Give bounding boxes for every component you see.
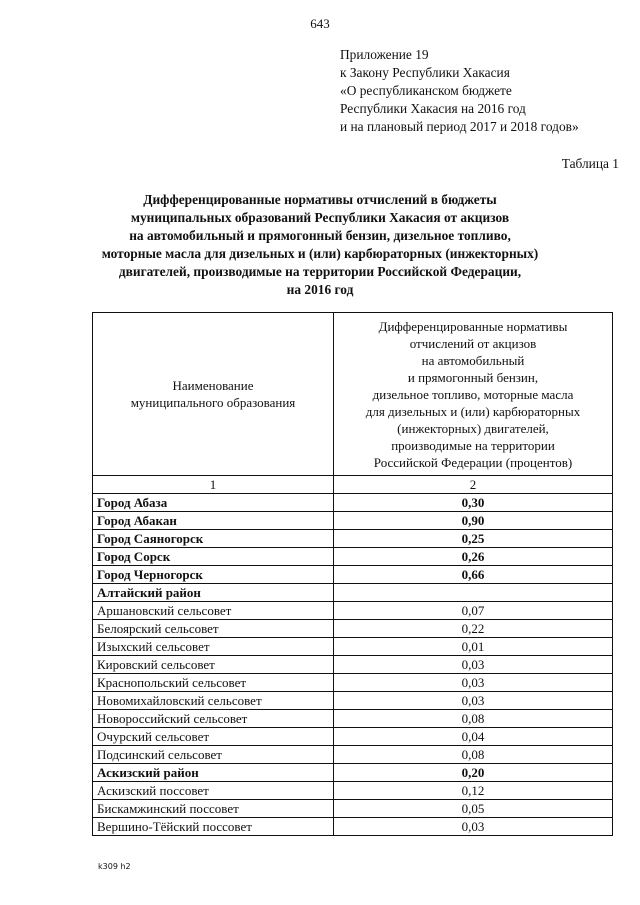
norm-value: 0,12 — [334, 782, 613, 800]
header-line: Дифференцированные нормативы — [378, 318, 568, 334]
municipality-name: Белоярский сельсовет — [93, 620, 334, 638]
norm-value: 0,08 — [334, 746, 613, 764]
norm-value: 0,03 — [334, 674, 613, 692]
municipality-name: Город Сорск — [93, 548, 334, 566]
municipality-name: Алтайский район — [93, 584, 334, 602]
norm-value: 0,22 — [334, 620, 613, 638]
table-row — [93, 800, 613, 818]
column-index: 1 — [93, 476, 334, 494]
norm-value: 0,04 — [334, 728, 613, 746]
municipality-name: Подсинский сельсовет — [93, 746, 334, 764]
municipality-name: Очурский сельсовет — [93, 728, 334, 746]
municipality-name: Аршановский сельсовет — [93, 602, 334, 620]
municipality-name: Изыхский сельсовет — [93, 638, 334, 656]
table-row — [93, 548, 613, 566]
municipality-name: Аскизский поссовет — [93, 782, 334, 800]
table-label: Таблица 1 — [561, 156, 619, 171]
municipality-name: Бискамжинский поссовет — [93, 800, 334, 818]
norm-value: 0,03 — [334, 692, 613, 710]
norm-value: 0,07 — [334, 602, 613, 620]
table-row — [93, 620, 613, 638]
header-line: (инжекторных) двигателей, — [397, 420, 549, 436]
norm-value: 0,66 — [334, 566, 613, 584]
table-row — [93, 764, 613, 782]
table-row — [93, 710, 613, 728]
table-row — [93, 692, 613, 710]
appendix-line: к Закону Республики Хакасия — [340, 65, 510, 80]
table-row — [93, 494, 613, 512]
table-row — [93, 656, 613, 674]
appendix-line: «О республиканском бюджете — [340, 83, 512, 98]
column-index: 2 — [334, 476, 613, 494]
header-norms — [334, 313, 613, 476]
header-line: дизельное топливо, моторные масла — [372, 386, 574, 402]
table-row — [93, 818, 613, 836]
municipality-name: Аскизский район — [93, 764, 334, 782]
municipality-name: Новороссийский сельсовет — [93, 710, 334, 728]
title-line: муниципальных образований Республики Хакасия от акцизов — [130, 210, 510, 225]
norm-value: 0,26 — [334, 548, 613, 566]
norm-value: 0,03 — [334, 818, 613, 836]
norm-value — [334, 584, 613, 602]
table-body — [93, 494, 613, 836]
appendix-line: Республики Хакасия на 2016 год — [340, 101, 526, 116]
document-title — [60, 191, 580, 299]
header-line: на автомобильный — [421, 352, 525, 368]
table-row — [93, 782, 613, 800]
norm-value: 0,05 — [334, 800, 613, 818]
title-line: моторные масла для дизельных и (или) карбюраторных (инжекторных) — [101, 246, 539, 261]
municipality-name: Город Саяногорск — [93, 530, 334, 548]
title-line: на автомобильный и прямогонный бензин, дизельное топливо, — [129, 228, 511, 243]
header-line: и прямогонный бензин, — [407, 369, 539, 385]
header-line: Наименование — [172, 378, 254, 393]
municipality-name: Город Черногорск — [93, 566, 334, 584]
appendix-line: Приложение 19 — [340, 47, 429, 62]
municipality-name: Город Абаза — [93, 494, 334, 512]
norm-value: 0,90 — [334, 512, 613, 530]
header-line: муниципального образования — [130, 395, 296, 410]
table-row — [93, 530, 613, 548]
norm-value: 0,03 — [334, 656, 613, 674]
header-line: Российской Федерации (процентов) — [373, 454, 573, 470]
table-row — [93, 638, 613, 656]
table-row — [93, 584, 613, 602]
norm-value: 0,08 — [334, 710, 613, 728]
footer-code: k309 h2 — [98, 862, 131, 871]
header-municipality — [93, 313, 334, 476]
table-row — [93, 602, 613, 620]
municipality-name: Город Абакан — [93, 512, 334, 530]
norm-value: 0,30 — [334, 494, 613, 512]
header-line: отчислений от акцизов — [409, 335, 537, 351]
title-line: двигателей, производимые на территории Российской Федерации, — [118, 264, 522, 279]
appendix-line: и на плановый период 2017 и 2018 годов» — [340, 119, 579, 134]
municipality-name: Вершино-Тёйский поссовет — [93, 818, 334, 836]
header-line: для дизельных и (или) карбюраторных — [365, 403, 581, 419]
norms-table — [92, 312, 613, 836]
norm-value: 0,25 — [334, 530, 613, 548]
table-row — [93, 728, 613, 746]
table-row — [93, 566, 613, 584]
appendix-block — [340, 46, 579, 136]
header-line: производимые на территории — [391, 437, 555, 453]
norm-value: 0,01 — [334, 638, 613, 656]
table-row — [93, 674, 613, 692]
table-row — [93, 512, 613, 530]
norm-value: 0,20 — [334, 764, 613, 782]
municipality-name: Краснопольский сельсовет — [93, 674, 334, 692]
table-row — [93, 746, 613, 764]
title-line: Дифференцированные нормативы отчислений в бюджеты — [143, 192, 497, 207]
municipality-name: Новомихайловский сельсовет — [93, 692, 334, 710]
title-line: на 2016 год — [286, 282, 354, 297]
municipality-name: Кировский сельсовет — [93, 656, 334, 674]
page-number: 643 — [310, 16, 330, 31]
